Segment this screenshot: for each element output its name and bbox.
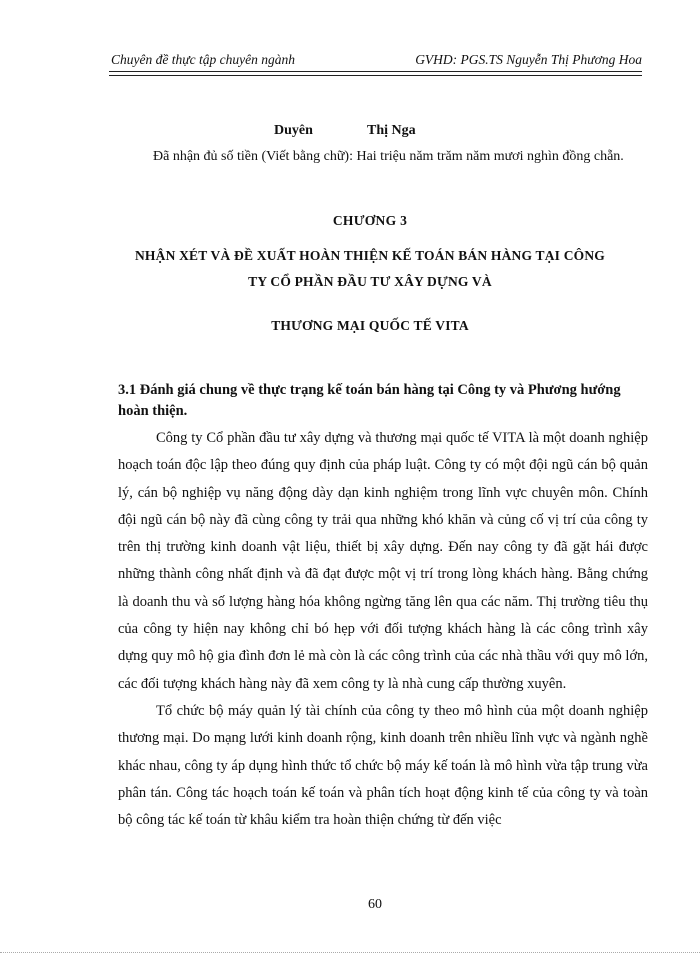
paragraph-1: Công ty Cổ phần đầu tư xây dựng và thương mại quốc tế VITA là một doanh nghiệp hoạch toán độc lập theo đúng quy định của pháp luật. Công ty có một đội ngũ cán bộ quản lý, cán bộ nghiệp vụ năng động dày dạn kinh nghiệm trong lĩnh vực chuyên môn. Chính đội ngũ cán bộ này đã cùng công ty trải qua những khó khăn và củng cố vị trí của công ty trên thị trường kinh doanh vật liệu, thiết bị xây dựng. Đến nay công ty đã gặt hái được những thành công nhất định và đã đạt được một vị trí trong lòng khách hàng. Bằng chứng là doanh thu và số lượng hàng hóa không ngừng tăng lên qua các năm. Thị trường tiêu thụ của công ty hiện nay không chỉ bó hẹp với đối tượng khách hàng là các công trình xây dựng quy mô hộ gia đình đơn lẻ mà còn là các công trình của các nhà thầu với quy mô lớn, các đối tượng khách hàng này đã xem công ty là nhà cung cấp thường xuyên. — [118, 430, 648, 692]
header-right-supervisor: GVHD: PGS.TS Nguyễn Thị Phương Hoa — [415, 52, 642, 67]
signer-first: Duyên — [274, 123, 313, 138]
header-divider — [109, 71, 642, 76]
chapter-title-line-1: NHẬN XÉT VÀ ĐỀ XUẤT HOÀN THIỆN KẾ TOÁN BÁN HÀNG TẠI CÔNG — [134, 248, 606, 263]
paragraph-2: Tổ chức bộ máy quản lý tài chính của công ty theo mô hình của một doanh nghiệp thương mại. Do mạng lưới kinh doanh rộng, kinh doanh trên nhiều lĩnh vực và ngành nghề khác nhau, công ty áp dụng hình thức tổ chức bộ máy kế toán là mô hình vừa tập trung vừa phân tán. Công tác hoạch toán kế toán và phân tích hoạt động kinh tế của công ty và toàn bộ công tác kế toán từ khâu kiểm tra hoàn thiện chứng từ đến việc — [118, 702, 648, 829]
amount-received-line: Đã nhận đủ số tiền (Viết bằng chữ): Hai triệu năm trăm năm mươi nghìn đồng chẵn. — [153, 149, 624, 164]
page-header — [111, 52, 642, 68]
signer-second: Thị Nga — [367, 123, 416, 138]
section-heading: 3.1 Đánh giá chung về thực trạng kế toán bán hàng tại Công ty và Phương hướng hoàn thiện. — [118, 382, 621, 419]
header-left-title: Chuyên đề thực tập chuyên ngành — [111, 52, 295, 67]
chapter-title-line-3: THƯƠNG MẠI QUỐC TẾ VITA — [271, 318, 469, 333]
page-bottom-border — [0, 952, 700, 953]
chapter-title-line-2: TY CỔ PHẦN ĐẦU TƯ XÂY DỰNG VÀ — [248, 274, 492, 289]
signer-names — [274, 123, 416, 139]
page-number: 60 — [368, 897, 382, 912]
section-body — [118, 425, 648, 834]
chapter-label: CHƯƠNG 3 — [332, 213, 408, 228]
